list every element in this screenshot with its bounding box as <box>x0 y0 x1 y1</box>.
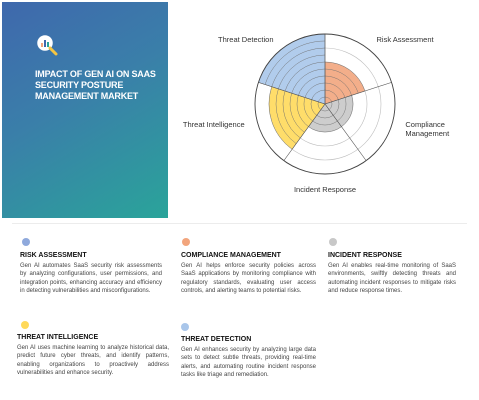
section-threat-detection <box>181 322 316 379</box>
hero-panel <box>2 2 168 218</box>
section-bullet <box>329 238 337 246</box>
section-bullet <box>21 321 29 329</box>
section-title: THREAT INTELLIGENCE <box>17 334 99 341</box>
section-bullet <box>22 238 30 246</box>
section-risk-assessment <box>20 236 162 295</box>
magnifier-chart-icon <box>36 34 58 56</box>
section-compliance-management <box>181 236 316 295</box>
section-text: Gen AI enables real-time monitoring of SaaS environments, swiftly detecting threats and automating incident responses to mitigate risks and reduce response times. <box>328 263 456 294</box>
section-title: INCIDENT RESPONSE <box>328 252 402 259</box>
divider <box>12 223 467 224</box>
section-text: Gen AI enhances security by analyzing large data sets to detect subtle threats, providing real-time alerts, and automating routine incident response tasks like triage and remediation. <box>181 347 316 378</box>
section-text: Gen AI helps enforce security policies across SaaS applications by monitoring compliance with regulatory standards, evaluating user access controls, and alerting teams to potential risks. <box>181 263 316 294</box>
section-incident-response <box>328 236 456 295</box>
section-title: THREAT DETECTION <box>181 336 252 343</box>
hero-title: IMPACT OF GEN AI ON SAAS SECURITY POSTURE MANAGEMENT MARKET <box>35 69 156 101</box>
section-text: Gen AI uses machine learning to analyze historical data, predict future cyber threats, and identify patterns, enabling organizations to proactively address vulnerabilities and enhance security. <box>17 345 169 376</box>
radar-label: Incident Response <box>293 185 357 194</box>
radar-label: Threat Intelligence <box>182 119 245 129</box>
radar-label: Compliance Management <box>405 119 450 138</box>
section-title: COMPLIANCE MANAGEMENT <box>181 252 281 259</box>
radar-label: Risk Assessment <box>376 35 434 45</box>
radar-chart <box>170 2 470 220</box>
section-bullet <box>181 323 189 331</box>
section-title: RISK ASSESSMENT <box>20 252 87 259</box>
section-bullet <box>182 238 190 246</box>
section-threat-intelligence <box>17 320 169 377</box>
radar-label: Threat Detection <box>218 35 274 45</box>
section-text: Gen AI automates SaaS security risk assessments by analyzing configurations, user permissions, and integration points, enhancing accuracy and efficiency in detecting vulnerabilities and misconfigurations. <box>20 263 162 294</box>
